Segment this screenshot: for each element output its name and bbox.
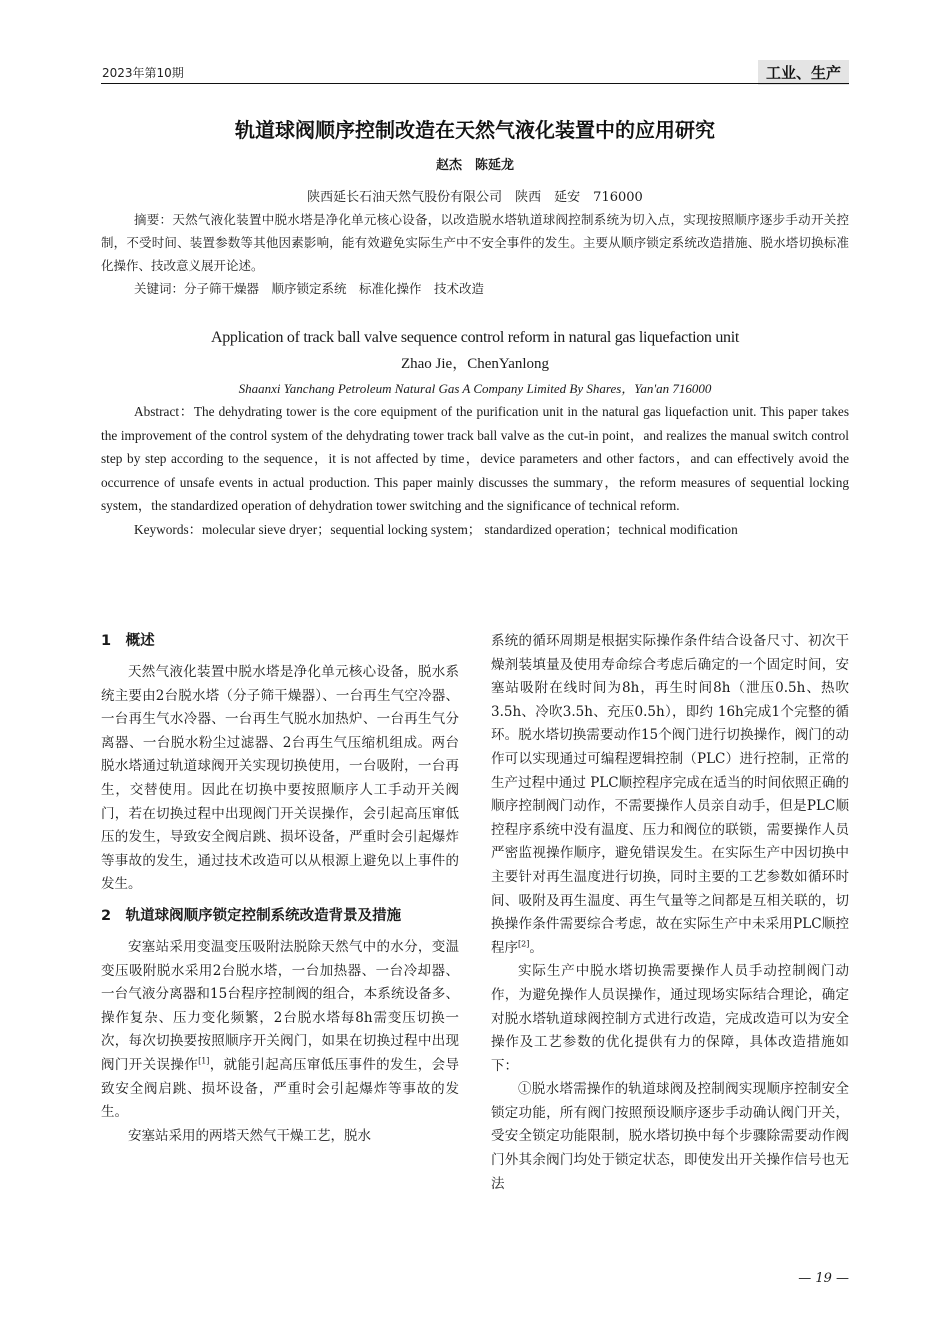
right-paragraph-3: ①脱水塔需操作的轨道球阀及控制阀实现顺序控制安全锁定功能，所有阀门按照预设顺序逐步手动确认阀门开关，受安全锁定功能限制，脱水塔切换中每个步骤除需要动作阀门外其余阀门均处于锁定状态，即使发出开关操作信号也无法 bbox=[491, 1081, 849, 1192]
section-2-paragraph-2: 安塞站采用的两塔天然气干燥工艺，脱水 bbox=[128, 1127, 371, 1144]
english-title: Application of track ball valve sequence control reform in natural gas liquefaction unit bbox=[210, 329, 740, 346]
para-text: 安塞站采用变温变压吸附法脱除天然气中的水分，变温变压吸附脱水采用2台脱水塔，一台加热器、一台冷却器、一台气液分离器和15台程序控制阀的组合，本系统设备多、操作复杂、压力变化频繁，2台脱水塔每8h需变压切换一次，每次切换要按照顺序开关阀门，如果在切换过程中出现阀门开关误操作 bbox=[101, 938, 459, 1073]
para-text: 系统的循环周期是根据实际操作条件结合设备尺寸、初次干燥剂装填量及使用寿命综合考虑后确定的一个固定时间，安塞站吸附在线时间为8h，再生时间8h（泄压0.5h、热吹3.5h、冷吹3.5h、充压0.5h），即约 16h完成1个完整的循环。脱水塔切换需要动作15个阀门进行切换操作，阀门的动作可以实现通过可编程逻辑控制（PLC）进行控制，正常的生产过程中通过 PLC顺控程序完成在适当的时间依照正确的顺序控制阀门动作，不需要操作人员亲自动手，但是PLC顺控程序系统中没有温度、压力和阀位的联锁，需要操作人员严密监视操作顺序，避免错误发生。在实际生产中因切换中主要针对再生温度进行切换，同时主要的工艺参数如循环时间、吸附及再生温度、再生气量等之间都是互相关联的，切换操作条件需要综合考虑，故在实际生产中未采用PLC顺控程序 bbox=[491, 633, 849, 956]
keywords-en: Keywords：molecular sieve dryer；sequential locking system； standardized operation；technical modification bbox=[134, 521, 738, 537]
page-number: — 19 — bbox=[798, 1271, 849, 1286]
english-affiliation: Shaanxi Yanchang Petroleum Natural Gas A Company Limited By Shares，Yan'an 716000 bbox=[238, 381, 712, 396]
authors: 赵杰 陈延龙 bbox=[435, 158, 514, 173]
abstract-en bbox=[101, 400, 849, 541]
right-paragraph-1 bbox=[491, 630, 849, 960]
section-badge: 工业、生产 bbox=[758, 60, 849, 85]
affiliation: 陕西延长石油天然气股份有限公司 陕西 延安 716000 bbox=[307, 190, 643, 205]
para-text: 。 bbox=[529, 939, 543, 956]
section-2-paragraph-1 bbox=[101, 936, 459, 1125]
body-left-column bbox=[101, 630, 459, 1148]
header-divider bbox=[101, 83, 849, 84]
para-text: ，就能引起高压窜低压事件的发生，会导致安全阀启跳、损坏设备，严重时会引起爆炸等事故的发生。 bbox=[101, 1056, 460, 1121]
section-1-heading: 1 概述 bbox=[101, 633, 155, 649]
section-1-paragraph: 天然气液化装置中脱水塔是净化单元核心设备，脱水系统主要由2台脱水塔（分子筛干燥器）、一台再生气空冷器、一台再生气水冷器、一台再生气脱水加热炉、一台再生气分离器、一台脱水粉尘过滤器、2台再生气压缩机组成。两台脱水塔通过轨道球阀开关实现切换使用，一台吸附，一台再生，交替使用。因此在切换中要按照顺序人工手动开关阀门，若在切换过程中出现阀门开关误操作，会引起高压窜低压的发生，导致安全阀启跳、损坏设备，严重时会引起爆炸等事故的发生，通过技术改造可以从根源上避免以上事件的发生。 bbox=[101, 664, 459, 893]
abstract-zh bbox=[101, 208, 849, 300]
keywords-zh: 关键词：分子筛干燥器 顺序锁定系统 标准化操作 技术改造 bbox=[134, 281, 485, 296]
abstract-en-text: Abstract：The dehydrating tower is the core equipment of the purification unit in the natural gas liquefaction unit. This paper takes the improvement of the control system of the dehydrating tower track ball valve as the cut-in point，and realizes the manual switch control step by step according to the sequence，it is not affected by time，device parameters and other factors，and can effectively avoid the occurrence of unsafe events in actual production. This paper mainly discusses the summary，the reform measures of sequential locking system，the standardized operation of dehydration tower switching and the significance of technical reform. bbox=[101, 404, 849, 513]
right-paragraph-2: 实际生产中脱水塔切换需要操作人员手动控制阀门动作，为避免操作人员误操作，通过现场实际结合理论，确定对脱水塔轨道球阀控制方式进行改造，完成改造可以为安全操作及工艺参数的优化提供有力的保障，具体改造措施如下： bbox=[491, 963, 849, 1074]
section-2-heading: 2 轨道球阀顺序锁定控制系统改造背景及措施 bbox=[101, 907, 402, 924]
citation-ref: [1] bbox=[198, 1056, 210, 1066]
paper-title: 轨道球阀顺序控制改造在天然气液化装置中的应用研究 bbox=[235, 118, 715, 142]
body-right-column bbox=[491, 630, 849, 1196]
abstract-zh-text: 摘要：天然气液化装置中脱水塔是净化单元核心设备，以改造脱水塔轨道球阀控制系统为切入点，实现按照顺序逐步手动开关控制，不受时间、装置参数等其他因素影响，能有效避免实际生产中不安全事件的发生。主要从顺序锁定系统改造措施、脱水塔切换标准化操作、技改意义展开论述。 bbox=[101, 212, 849, 273]
citation-ref: [2] bbox=[518, 939, 530, 949]
issue-label: 2023年第10期 bbox=[102, 66, 184, 80]
english-authors: Zhao Jie，ChenYanlong bbox=[400, 356, 550, 372]
